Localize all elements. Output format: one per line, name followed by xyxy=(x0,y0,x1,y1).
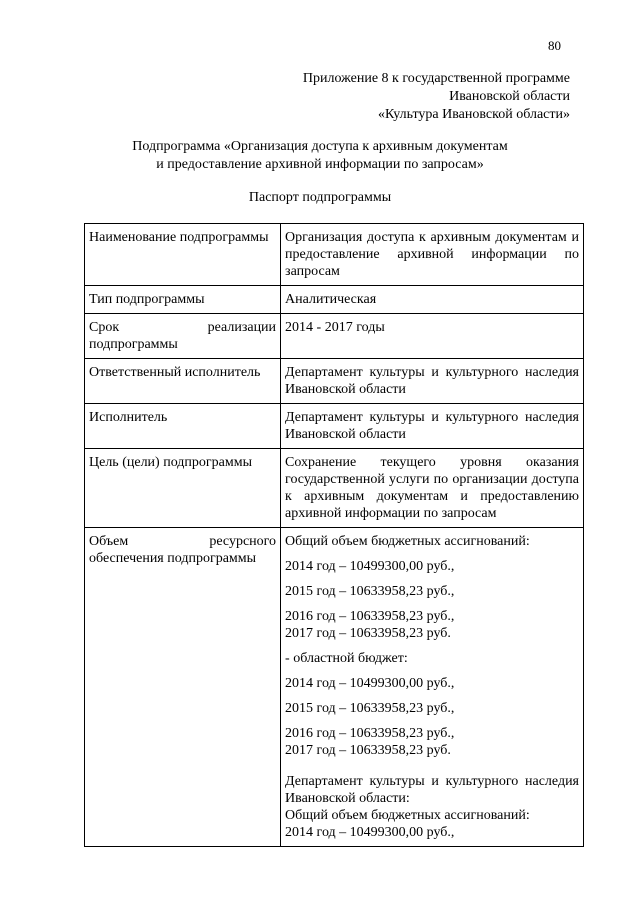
row-label: Исполнитель xyxy=(85,404,281,449)
funding-total-header: Общий объем бюджетных ассигнований: xyxy=(285,534,530,549)
subprogram-title-line: Подпрограмма «Организация доступа к архивным документам xyxy=(132,139,508,154)
appendix-line: «Культура Ивановской области» xyxy=(377,107,570,122)
funding-cell xyxy=(281,528,584,847)
funding-dept-total-header: Общий объем бюджетных ассигнований: xyxy=(285,808,530,823)
row-value: Организация доступа к архивным документам и предоставление архивной информации по запросам xyxy=(281,224,584,286)
funding-line: 2017 год – 10633958,23 руб. xyxy=(285,743,451,758)
funding-line: 2017 год – 10633958,23 руб. xyxy=(285,626,451,641)
table-row xyxy=(85,528,584,847)
table-row xyxy=(85,286,584,314)
appendix-line: Приложение 8 к государственной программе xyxy=(302,71,570,86)
row-value: Сохранение текущего уровня оказания государственной услуги по организации доступа к архивным документам и предоставлению архивной информации по запросам xyxy=(281,449,584,528)
row-label: Наименование подпрограммы xyxy=(85,224,281,286)
row-value: 2014 - 2017 годы xyxy=(281,314,584,359)
funding-line: 2016 год – 10633958,23 руб., xyxy=(285,726,455,741)
row-label: Объем ресурсного обеспечения подпрограммы xyxy=(85,528,281,847)
appendix-header xyxy=(150,70,570,124)
table-row xyxy=(85,449,584,528)
row-value: Департамент культуры и культурного наследия Ивановской области xyxy=(281,359,584,404)
table-row xyxy=(85,359,584,404)
funding-line: 2015 год – 10633958,23 руб., xyxy=(285,701,455,716)
row-label: Тип подпрограммы xyxy=(85,286,281,314)
funding-dept: Департамент культуры и культурного наследия Ивановской области: xyxy=(285,774,579,806)
funding-line: 2014 год – 10499300,00 руб., xyxy=(285,559,455,574)
row-label: Цель (цели) подпрограммы xyxy=(85,449,281,528)
funding-regional-header: - областной бюджет: xyxy=(285,651,408,666)
funding-line: 2014 год – 10499300,00 руб., xyxy=(285,825,455,840)
row-label: Ответственный исполнитель xyxy=(85,359,281,404)
table-row xyxy=(85,314,584,359)
table-row xyxy=(85,404,584,449)
page-number: 80 xyxy=(548,38,561,53)
subprogram-title xyxy=(60,138,580,174)
passport-table xyxy=(84,223,584,847)
row-value: Департамент культуры и культурного наследия Ивановской области xyxy=(281,404,584,449)
funding-line: 2014 год – 10499300,00 руб., xyxy=(285,676,455,691)
passport-title: Паспорт подпрограммы xyxy=(248,190,392,205)
appendix-line: Ивановской области xyxy=(449,89,570,104)
table-row xyxy=(85,224,584,286)
subprogram-title-line: и предоставление архивной информации по запросам» xyxy=(156,157,484,172)
row-label: Срок реализации подпрограммы xyxy=(85,314,281,359)
funding-line: 2015 год – 10633958,23 руб., xyxy=(285,584,455,599)
funding-line: 2016 год – 10633958,23 руб., xyxy=(285,609,455,624)
row-value: Аналитическая xyxy=(281,286,584,314)
